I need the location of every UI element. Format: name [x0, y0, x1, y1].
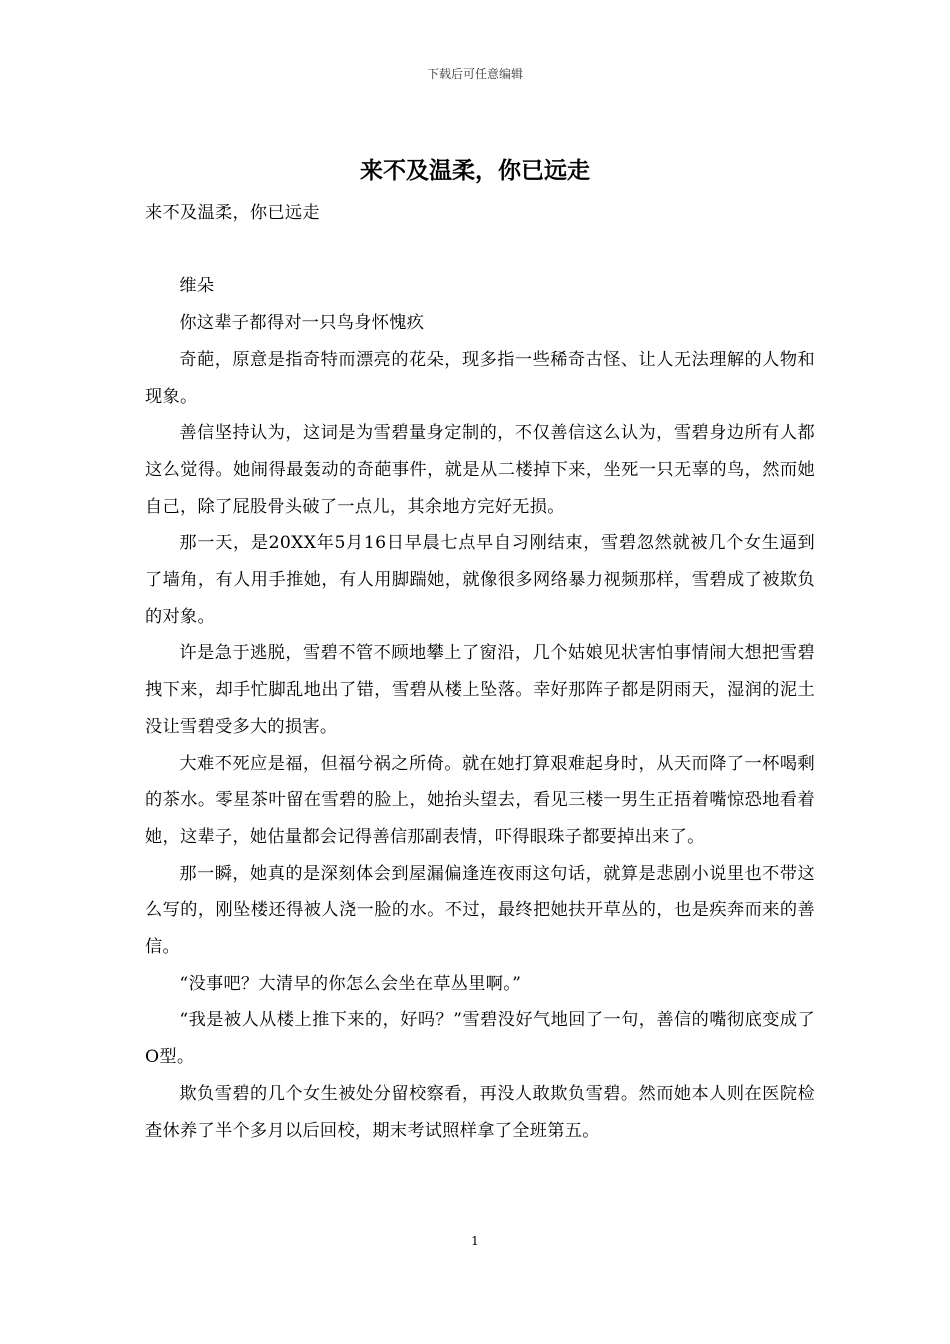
subtitle-line: 来不及温柔，你已远走 — [145, 203, 320, 223]
paragraph: 那一天，是20XX年5月16日早晨七点早自习刚结束，雪碧忽然就被几个女生逼到了墙角，有人用手推她，有人用脚踹她，就像很多网络暴力视频那样，雪碧成了被欺负的对象。 — [145, 533, 815, 627]
dialogue-line: “我是被人从楼上推下来的，好吗？”雪碧没好气地回了一句，善信的嘴彻底变成了O型。 — [145, 1010, 815, 1068]
document-body — [145, 195, 815, 1149]
dialogue-line: “没事吧？大清早的你怎么会坐在草丛里啊。” — [179, 973, 522, 994]
paragraph: 那一瞬，她真的是深刻体会到屋漏偏逢连夜雨这句话，就算是悲剧小说里也不带这么写的，刚坠楼还得被人浇一脸的水。不过，最终把她扶开草丛的，也是疾奔而来的善信。 — [145, 863, 815, 958]
page-number: 1 — [471, 1234, 479, 1248]
paragraph: 欺负雪碧的几个女生被处分留校察看，再没人敢欺负雪碧。然而她本人则在医院检查休养了半个多月以后回校，期末考试照样拿了全班第五。 — [145, 1083, 815, 1141]
blank-line — [145, 232, 815, 269]
section-heading: 你这辈子都得对一只鸟身怀愧疚 — [179, 313, 425, 334]
paragraph: 奇葩，原意是指奇特而漂亮的花朵，现多指一些稀奇古怪、让人无法理解的人物和现象。 — [145, 349, 815, 407]
document-title: 来不及温柔，你已远走 — [360, 157, 590, 184]
paragraph: 大难不死应是福，但福兮祸之所倚。就在她打算艰难起身时，从天而降了一杯喝剩的茶水。零星茶叶留在雪碧的脸上，她抬头望去，看见三楼一男生正捂着嘴惊恐地看着她，这辈子，她估量都会记得善信那副表情，吓得眼珠子都要掉出来了。 — [145, 753, 815, 847]
page-header-note: 下载后可任意编辑 — [426, 67, 523, 81]
paragraph: 善信坚持认为，这词是为雪碧量身定制的，不仅善信这么认为，雪碧身边所有人都这么觉得。她闹得最轰动的奇葩事件，就是从二楼掉下来，坐死一只无辜的鸟，然而她自己，除了屁股骨头破了一点儿，其余地方完好无损。 — [145, 423, 815, 517]
author-line: 维朵 — [179, 276, 215, 297]
paragraph: 许是急于逃脱，雪碧不管不顾地攀上了窗沿，几个姑娘见状害怕事情闹大想把雪碧拽下来，却手忙脚乱地出了错，雪碧从楼上坠落。幸好那阵子都是阴雨天，湿润的泥土没让雪碧受多大的损害。 — [145, 643, 815, 737]
